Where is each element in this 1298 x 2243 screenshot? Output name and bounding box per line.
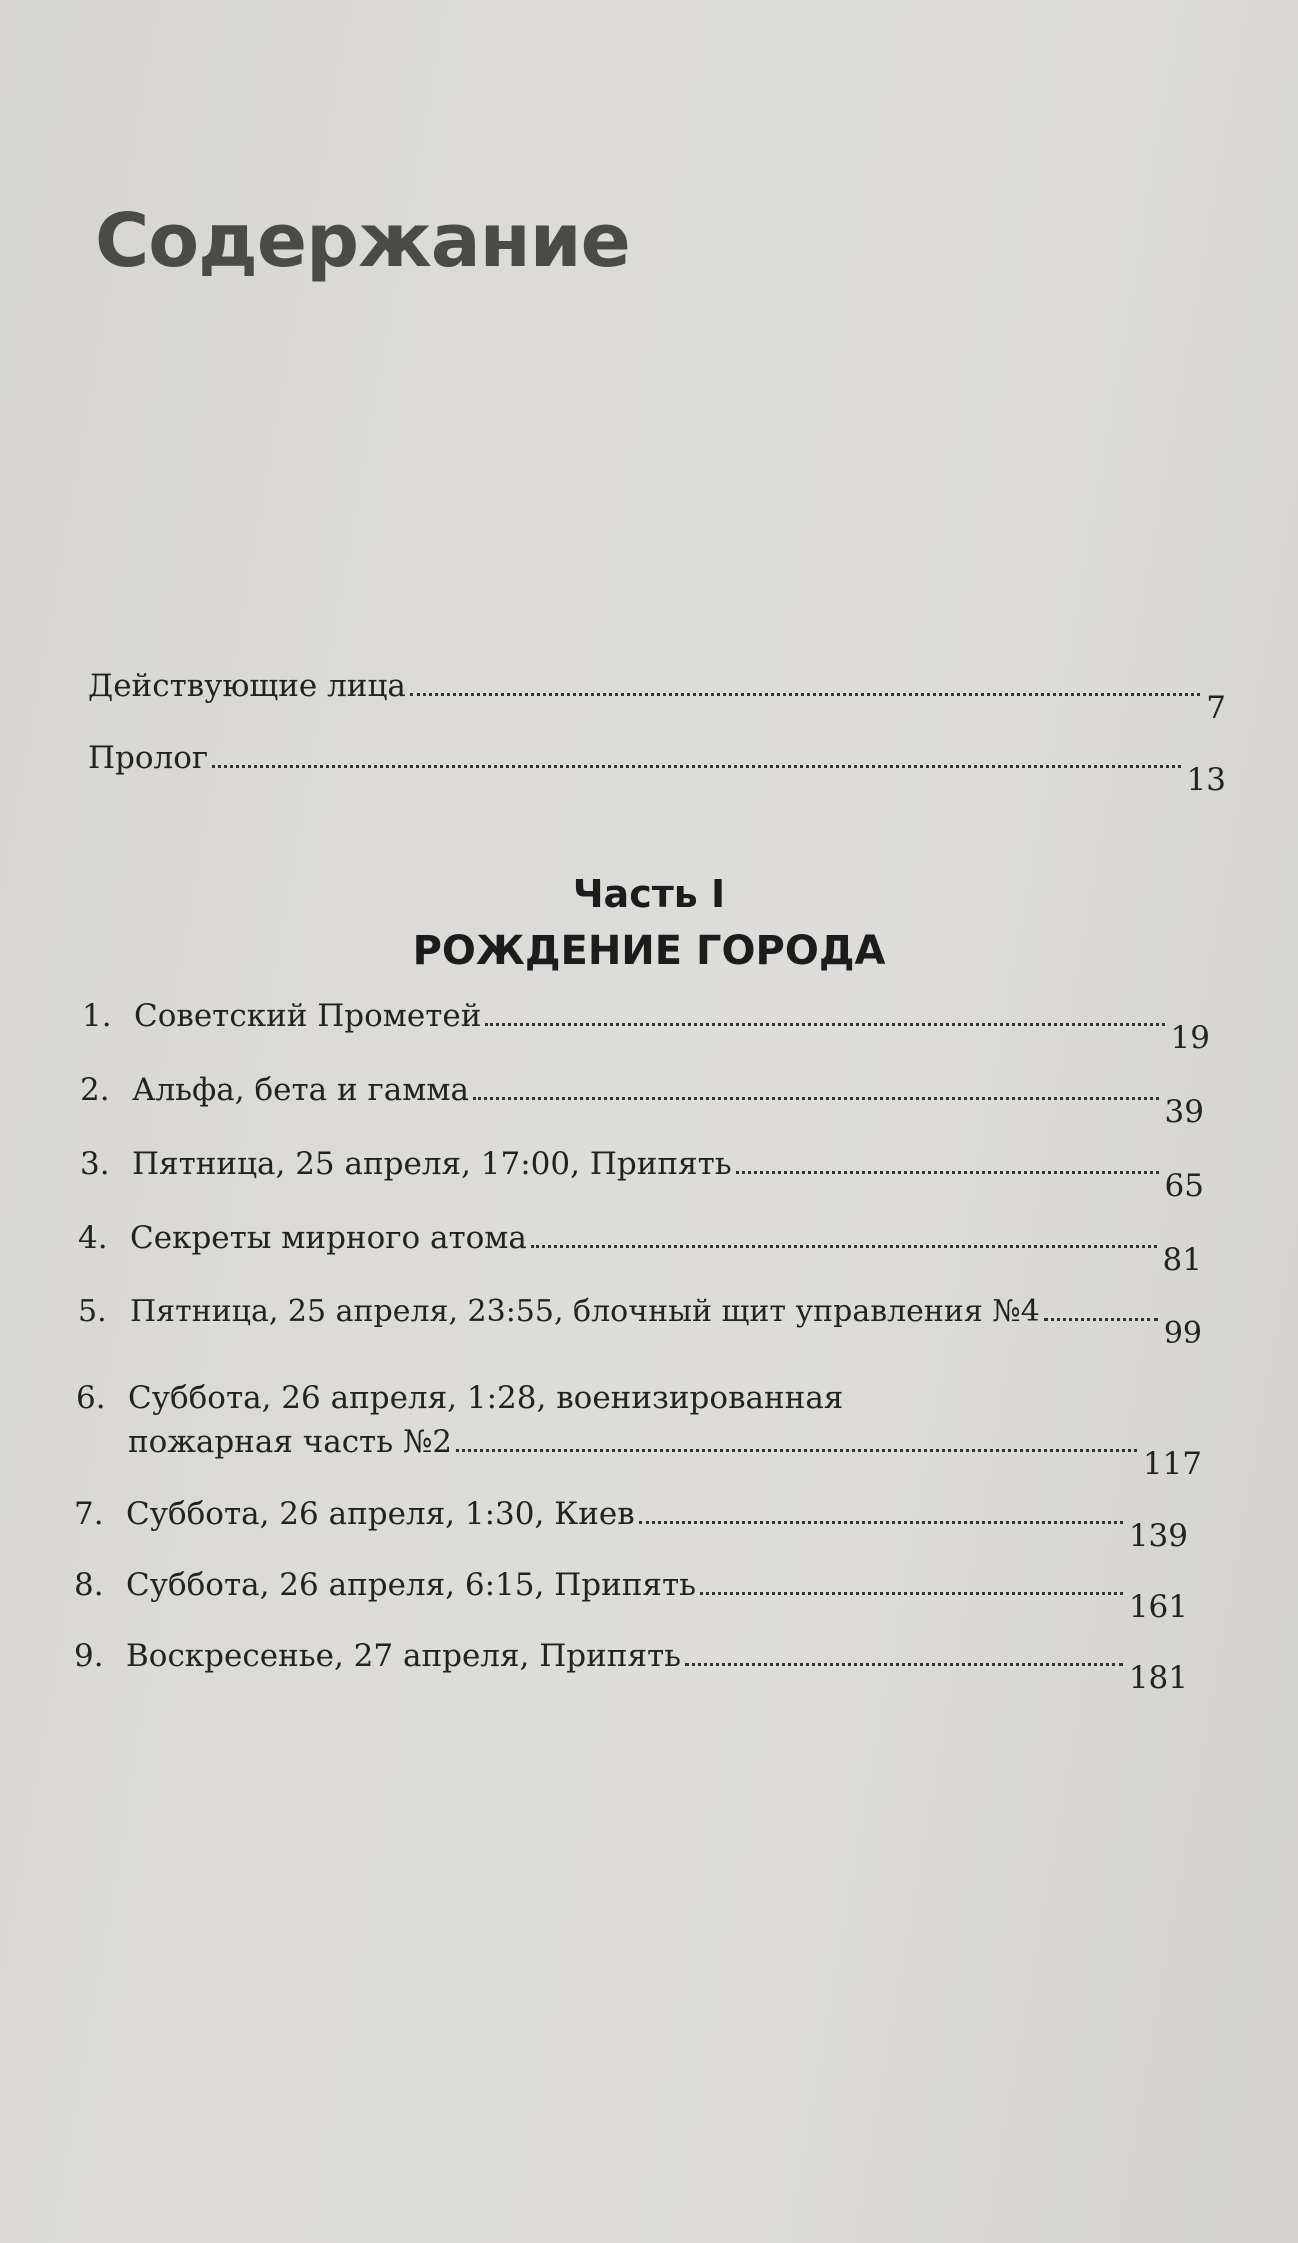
chapter-number: 9. — [74, 1638, 104, 1674]
chapter-page: 39 — [1164, 1094, 1204, 1130]
chapter-number: 5. — [78, 1294, 107, 1329]
leader-dots — [700, 1592, 1123, 1595]
chapter-page: 181 — [1128, 1660, 1188, 1696]
chapter-title-line-1: Суббота, 26 апреля, 1:28, военизированная — [128, 1380, 844, 1416]
toc-entry-front-2 — [88, 740, 1226, 798]
chapter-number: 4. — [78, 1220, 108, 1256]
leader-dots — [485, 1023, 1164, 1026]
chapter-title: Пятница, 25 апреля, 23:55, блочный щит управления №4 — [130, 1294, 1040, 1329]
toc-entry-front-1 — [88, 668, 1226, 726]
chapter-page: 139 — [1128, 1518, 1188, 1554]
leader-dots — [212, 765, 1180, 768]
chapter-number: 8. — [74, 1567, 104, 1603]
chapter-number: 2. — [80, 1072, 110, 1108]
part-title: РОЖДЕНИЕ ГОРОДА — [412, 928, 886, 974]
toc-chapter-9 — [74, 1638, 1188, 1696]
toc-entry-page: 7 — [1206, 690, 1226, 726]
chapter-title: Суббота, 26 апреля, 6:15, Припять — [126, 1567, 696, 1603]
chapter-title: Пятница, 25 апреля, 17:00, Припять — [132, 1146, 732, 1182]
chapter-title-line-2: пожарная часть №2 — [128, 1424, 453, 1460]
chapter-title: Секреты мирного атома — [130, 1220, 527, 1256]
chapter-page: 81 — [1162, 1242, 1202, 1278]
leader-dots — [531, 1245, 1157, 1248]
chapter-number: 7. — [74, 1496, 104, 1532]
chapter-number: 3. — [80, 1146, 110, 1182]
toc-chapter-2 — [80, 1072, 1204, 1130]
chapter-page: 117 — [1142, 1446, 1202, 1482]
toc-chapter-1 — [82, 998, 1210, 1056]
chapter-page: 65 — [1164, 1168, 1204, 1204]
toc-chapter-7 — [74, 1496, 1188, 1554]
chapter-number: 1. — [82, 998, 112, 1034]
toc-chapter-8 — [74, 1567, 1188, 1625]
chapter-title: Советский Прометей — [134, 998, 482, 1034]
part-number: Часть I — [572, 872, 726, 916]
chapter-title: Альфа, бета и гамма — [132, 1072, 469, 1108]
toc-entry-page: 13 — [1186, 762, 1226, 798]
toc-chapter-4 — [78, 1220, 1202, 1278]
toc-entry-title: Действующие лица — [88, 668, 406, 704]
leader-dots — [736, 1171, 1159, 1174]
leader-dots — [456, 1449, 1137, 1452]
leader-dots — [639, 1521, 1123, 1524]
chapter-title: Суббота, 26 апреля, 1:30, Киев — [126, 1496, 635, 1532]
leader-dots — [473, 1097, 1159, 1100]
toc-chapter-3 — [80, 1146, 1204, 1204]
leader-dots — [410, 693, 1200, 696]
chapter-page: 99 — [1163, 1316, 1202, 1351]
chapter-number: 6. — [76, 1380, 106, 1416]
toc-chapter-6-continuation — [128, 1424, 1202, 1482]
leader-dots — [685, 1663, 1123, 1666]
toc-entry-title: Пролог — [88, 740, 209, 776]
page-title: Содержание — [95, 198, 630, 284]
toc-chapter-5 — [78, 1294, 1202, 1351]
chapter-title: Воскресенье, 27 апреля, Припять — [126, 1638, 682, 1674]
leader-dots — [1044, 1318, 1158, 1321]
chapter-page: 161 — [1128, 1589, 1188, 1625]
chapter-page: 19 — [1170, 1020, 1210, 1056]
